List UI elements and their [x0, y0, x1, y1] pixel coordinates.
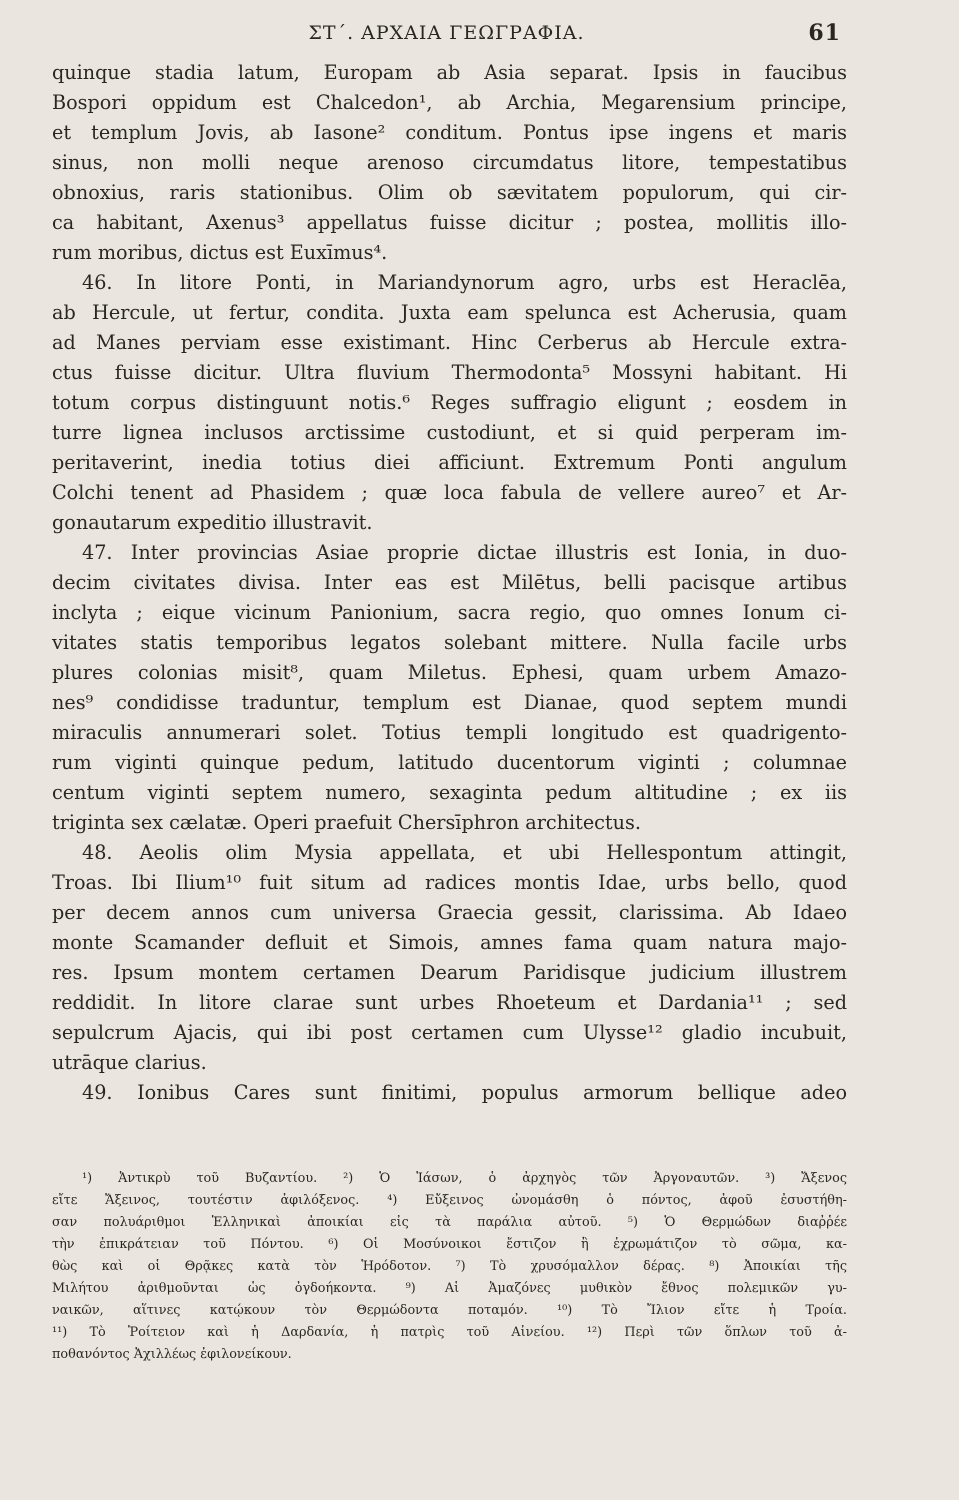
- paragraph-47-start: 47. Inter provincias Asiae proprie dictae illustris est Ionia, in duo-: [82, 541, 847, 564]
- text-line: peritaverint, inedia totius diei afficiunt. Extremum Ponti angulum: [52, 451, 847, 474]
- text-line: sinus, non molli neque arenoso circumdatus litore, tempestatibus: [52, 151, 847, 174]
- text-line: ad Manes perviam esse existimant. Hinc Cerberus ab Hercule extra-: [52, 331, 847, 354]
- footnotes: [52, 1168, 847, 1366]
- text-line: totum corpus distinguunt notis.⁶ Reges suffragio eligunt ; eosdem in: [52, 391, 847, 414]
- footnote-line: Μιλήτου ἀριθμοῦνται ὡς ὀγδοήκοντα. ⁹) Αἱ Ἀμαζόνες μυθικὸν ἔθνος πολεμικῶν γυ-: [52, 1281, 847, 1296]
- text-line: et templum Jovis, ab Iasone² conditum. Pontus ipse ingens et maris: [52, 121, 847, 144]
- text-line: utrāque clarius.: [52, 1051, 207, 1074]
- text-line: plures colonias misit⁸, quam Miletus. Ephesi, quam urbem Amazo-: [52, 661, 847, 684]
- text-line: rum moribus, dictus est Euxīmus⁴.: [52, 241, 388, 264]
- footnote-line: ¹¹) Τὸ Ῥοίτειον καὶ ἡ Δαρδανία, ἡ πατρὶς τοῦ Αἰνείου. ¹²) Περὶ τῶν ὅπλων τοῦ ἀ-: [52, 1325, 847, 1340]
- page-number: 61: [808, 20, 841, 46]
- main-text: [52, 58, 847, 1108]
- text-line: quinque stadia latum, Europam ab Asia separat. Ipsis in faucibus: [52, 61, 847, 84]
- paragraph-49-start: 49. Ionibus Cares sunt finitimi, populus armorum bellique adeo: [82, 1081, 847, 1104]
- text-line: Troas. Ibi Ilium¹⁰ fuit situm ad radices montis Idae, urbs bello, quod: [52, 871, 847, 894]
- text-line: decim civitates divisa. Inter eas est Milētus, belli pacisque artibus: [52, 571, 847, 594]
- text-line: miraculis annumerari solet. Totius templi longitudo est quadrigento-: [52, 721, 847, 744]
- text-line: ctus fuisse dicitur. Ultra fluvium Thermodonta⁵ Mossyni habitant. Hi: [52, 361, 847, 384]
- text-line: inclyta ; eique vicinum Panionium, sacra regio, quo omnes Ionum ci-: [52, 601, 847, 624]
- footnote-line: τὴν ἐπικράτειαν τοῦ Πόντου. ⁶) Οἱ Μοσύνοικοι ἔστιζον ἢ ἐχρωμάτιζον τὸ σῶμα, κα-: [52, 1237, 847, 1252]
- footnote-line: ναικῶν, αἵτινες κατῴκουν τὸν Θερμώδοντα ποταμόν. ¹⁰) Τὸ Ἴλιον εἴτε ἡ Τροία.: [52, 1303, 847, 1318]
- text-line: Bospori oppidum est Chalcedon¹, ab Archia, Megarensium principe,: [52, 91, 847, 114]
- text-line: reddidit. In litore clarae sunt urbes Rhoeteum et Dardania¹¹ ; sed: [52, 991, 847, 1014]
- footnote-line: σαν πολυάριθμοι Ἑλληνικαὶ ἀποικίαι εἰς τὰ παράλια αὐτοῦ. ⁵) Ὁ Θερμώδων διαῤῥέε: [52, 1215, 847, 1230]
- footnote-line: εἴτε Ἄξεινος, τουτέστιν ἀφιλόξενος. ⁴) Εὔξεινος ὠνομάσθη ὁ πόντος, ἀφοῦ ἐσυστήθη-: [52, 1193, 847, 1208]
- text-line: turre lignea inclusos arctissime custodiunt, et si quid perperam im-: [52, 421, 847, 444]
- text-line: obnoxius, raris stationibus. Olim ob sævitatem populorum, qui cir-: [52, 181, 847, 204]
- paragraph-46-start: 46. In litore Ponti, in Mariandynorum agro, urbs est Heraclēa,: [82, 271, 847, 294]
- text-line: centum viginti septem numero, sexaginta pedum altitudine ; ex iis: [52, 781, 847, 804]
- text-line: ab Hercule, ut fertur, condita. Juxta eam spelunca est Acherusia, quam: [52, 301, 847, 324]
- running-title: ΣΤ΄. ΑΡΧΑΙΑ ΓΕΩΓΡΑΦΙΑ.: [308, 22, 585, 44]
- text-line: per decem annos cum universa Graecia gessit, clarissima. Ab Idaeo: [52, 901, 847, 924]
- page-header: [52, 20, 841, 54]
- text-line: Colchi tenent ad Phasidem ; quæ loca fabula de vellere aureo⁷ et Ar-: [52, 481, 847, 504]
- footnote-line: ¹) Ἀντικρὺ τοῦ Βυζαντίου. ²) Ὁ Ἰάσων, ὁ ἀρχηγὸς τῶν Ἀργοναυτῶν. ³) Ἄξενος: [82, 1171, 847, 1186]
- text-line: nes⁹ condidisse traduntur, templum est Dianae, quod septem mundi: [52, 691, 847, 714]
- text-line: res. Ipsum montem certamen Dearum Paridisque judicium illustrem: [52, 961, 847, 984]
- text-line: triginta sex cælatæ. Operi praefuit Chersīphron architectus.: [52, 811, 641, 834]
- text-line: monte Scamander defluit et Simois, amnes fama quam natura majo-: [52, 931, 847, 954]
- text-line: gonautarum expeditio illustravit.: [52, 511, 373, 534]
- text-line: vitates statis temporibus legatos solebant mittere. Nulla facile urbs: [52, 631, 847, 654]
- footnote-line: θὼς καὶ οἱ Θρᾷκες κατὰ τὸν Ἡρόδοτον. ⁷) Τὸ χρυσόμαλλον δέρας. ⁸) Ἀποικίαι τῆς: [52, 1259, 847, 1274]
- text-line: rum viginti quinque pedum, latitudo ducentorum viginti ; columnae: [52, 751, 847, 774]
- text-line: ca habitant, Axenus³ appellatus fuisse dicitur ; postea, mollitis illo-: [52, 211, 847, 234]
- footnote-line: ποθανόντος Ἀχιλλέως ἐφιλονείκουν.: [52, 1347, 292, 1362]
- text-line: sepulcrum Ajacis, qui ibi post certamen cum Ulysse¹² gladio incubuit,: [52, 1021, 847, 1044]
- paragraph-48-start: 48. Aeolis olim Mysia appellata, et ubi Hellespontum attingit,: [82, 841, 847, 864]
